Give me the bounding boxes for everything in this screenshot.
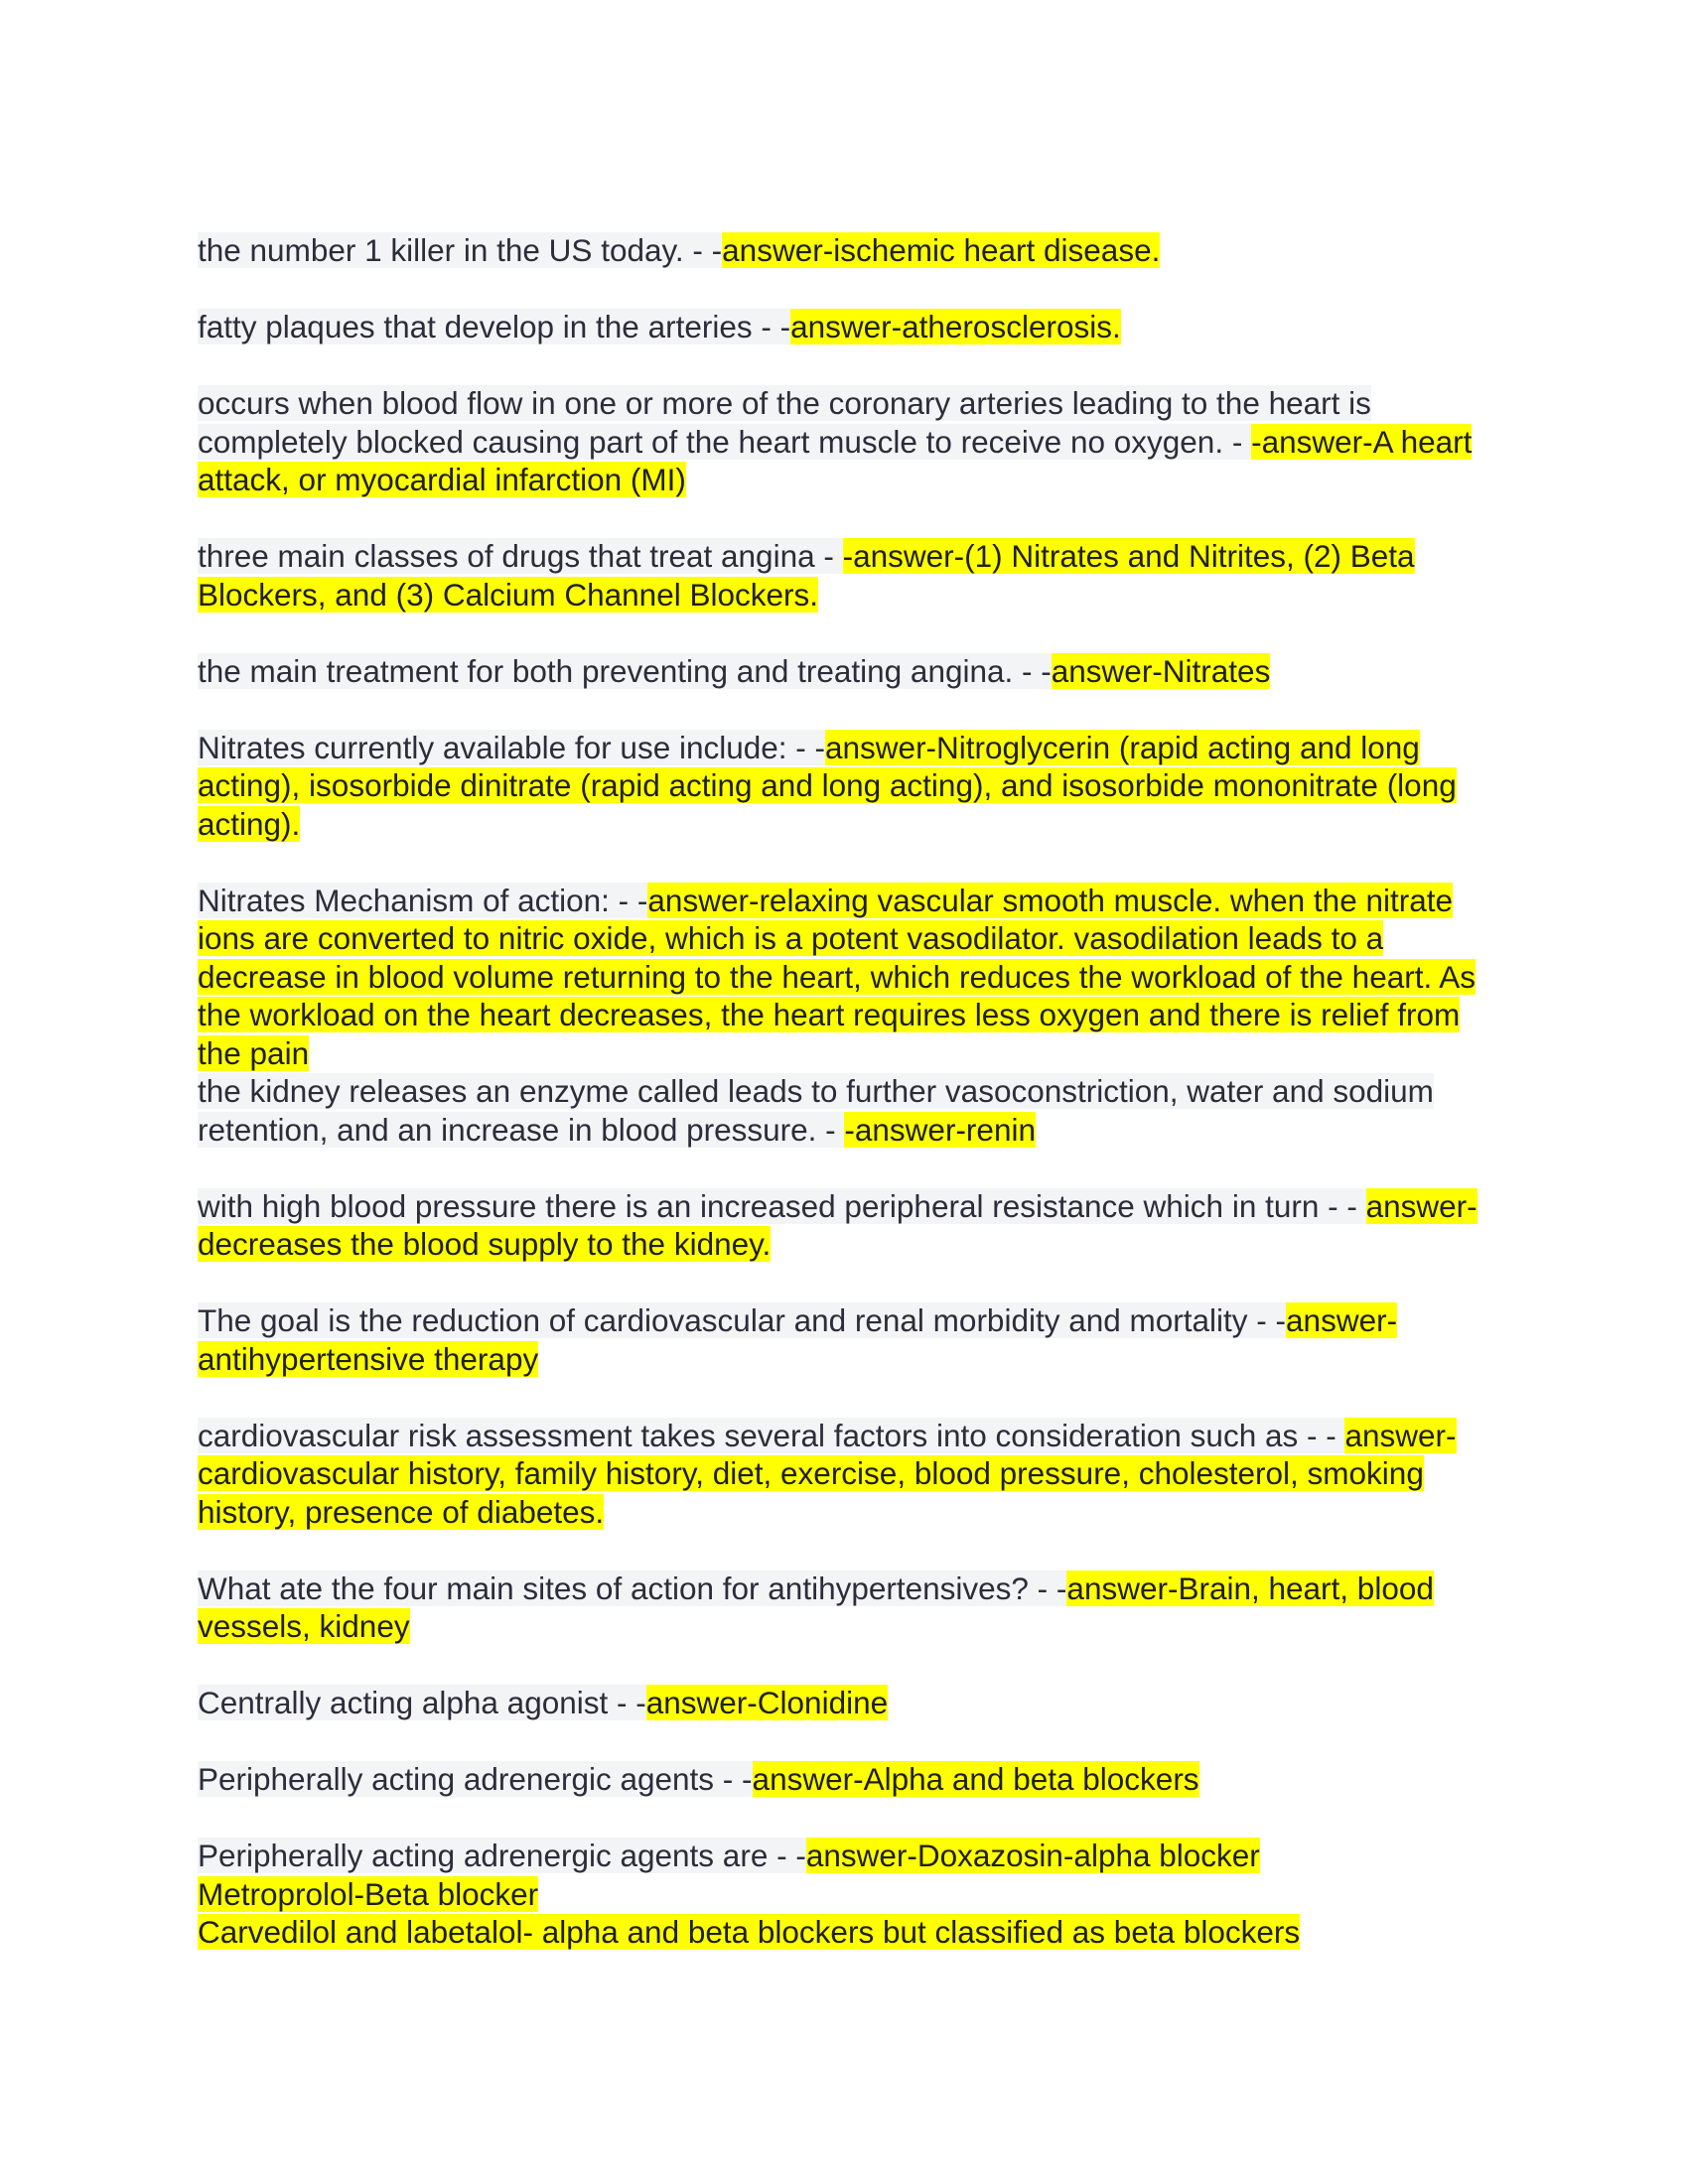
answer-text: answer-cardiovascular history, family history, diet, exercise, blood pressure, cholesterol, smoking history, presence of diabetes.	[198, 1417, 1457, 1530]
question-text: the number 1 killer in the US today. - -	[198, 232, 723, 268]
flashcard-14	[198, 1760, 1498, 1799]
answer-text-line: Metroprolol-Beta blocker	[198, 1875, 539, 1912]
flashcard-11	[198, 1417, 1498, 1532]
flashcard-6	[198, 729, 1498, 844]
answer-text: answer-Clonidine	[645, 1685, 889, 1720]
question-text: cardiovascular risk assessment takes several factors into consideration such as - -	[198, 1417, 1345, 1453]
flashcard-1	[198, 231, 1498, 270]
answer-text: -answer-A heart attack, or myocardial infarction (MI)	[198, 423, 1473, 497]
question-text: fatty plaques that develop in the arteries - -	[198, 309, 791, 344]
answer-text: answer-Brain, heart, blood vessels, kidney	[198, 1570, 1434, 1644]
answer-text: -answer-renin	[844, 1111, 1036, 1148]
question-text: the kidney releases an enzyme called leads to further vasoconstriction, water and sodium retention, and an increase in blood pressure. -	[198, 1073, 1434, 1148]
flashcard-5	[198, 652, 1498, 691]
answer-text: answer-Doxazosin-alpha blocker	[805, 1838, 1260, 1873]
question-text: Centrally acting alpha agonist - -	[198, 1685, 646, 1720]
answer-text: -answer-(1) Nitrates and Nitrites, (2) Beta Blockers, and (3) Calcium Channel Blockers.	[198, 538, 1415, 613]
flashcard-13	[198, 1684, 1498, 1722]
answer-text: answer-decreases the blood supply to the kidney.	[198, 1187, 1477, 1262]
document-page	[198, 231, 1498, 1952]
answer-text: answer-ischemic heart disease.	[722, 232, 1161, 268]
answer-text: answer-atherosclerosis.	[790, 309, 1121, 344]
question-text: Nitrates Mechanism of action: - -	[198, 882, 648, 918]
answer-text: answer-Nitroglycerin (rapid acting and long acting), isosorbide dinitrate (rapid acting and long acting), and isosorbide mononitrate (long acting).	[198, 729, 1457, 842]
answer-text-line: Carvedilol and labetalol- alpha and beta blockers but classified as beta blockers	[198, 1914, 1301, 1950]
answer-text: answer-Nitrates	[1051, 652, 1271, 689]
answer-text: answer-antihypertensive therapy	[198, 1302, 1398, 1377]
question-text: Peripherally acting adrenergic agents - -	[198, 1761, 753, 1797]
flashcard-10	[198, 1301, 1498, 1378]
question-text: What ate the four main sites of action for antihypertensives? - -	[198, 1570, 1067, 1606]
answer-text: answer-relaxing vascular smooth muscle. when the nitrate ions are converted to nitric oxide, which is a potent vasodilator. vasodilation leads to a decrease in blood volume returning to the heart, which reduces the workload of the heart. As the workload on the heart decreases, the heart requires less oxygen and there is relief from the pain	[198, 882, 1477, 1071]
question-text: with high blood pressure there is an increased peripheral resistance which in turn - -	[198, 1187, 1366, 1224]
question-text: occurs when blood flow in one or more of the coronary arteries leading to the heart is completely blocked causing part of the heart muscle to receive no oxygen. -	[198, 385, 1371, 460]
flashcard-2	[198, 308, 1498, 346]
question-text: The goal is the reduction of cardiovascular and renal morbidity and mortality - -	[198, 1302, 1287, 1338]
question-text: the main treatment for both preventing and treating angina. - -	[198, 652, 1052, 689]
flashcard-4	[198, 537, 1498, 614]
question-text: Nitrates currently available for use include: - -	[198, 729, 826, 765]
question-text: three main classes of drugs that treat angina -	[198, 538, 843, 574]
flashcard-9	[198, 1187, 1498, 1264]
flashcard-15	[198, 1837, 1498, 1952]
flashcard-3	[198, 384, 1498, 499]
question-text: Peripherally acting adrenergic agents are - -	[198, 1838, 806, 1873]
flashcard-12	[198, 1570, 1498, 1646]
answer-text: answer-Alpha and beta blockers	[752, 1761, 1199, 1797]
flashcard-7	[198, 882, 1498, 1073]
flashcard-8	[198, 1072, 1498, 1149]
